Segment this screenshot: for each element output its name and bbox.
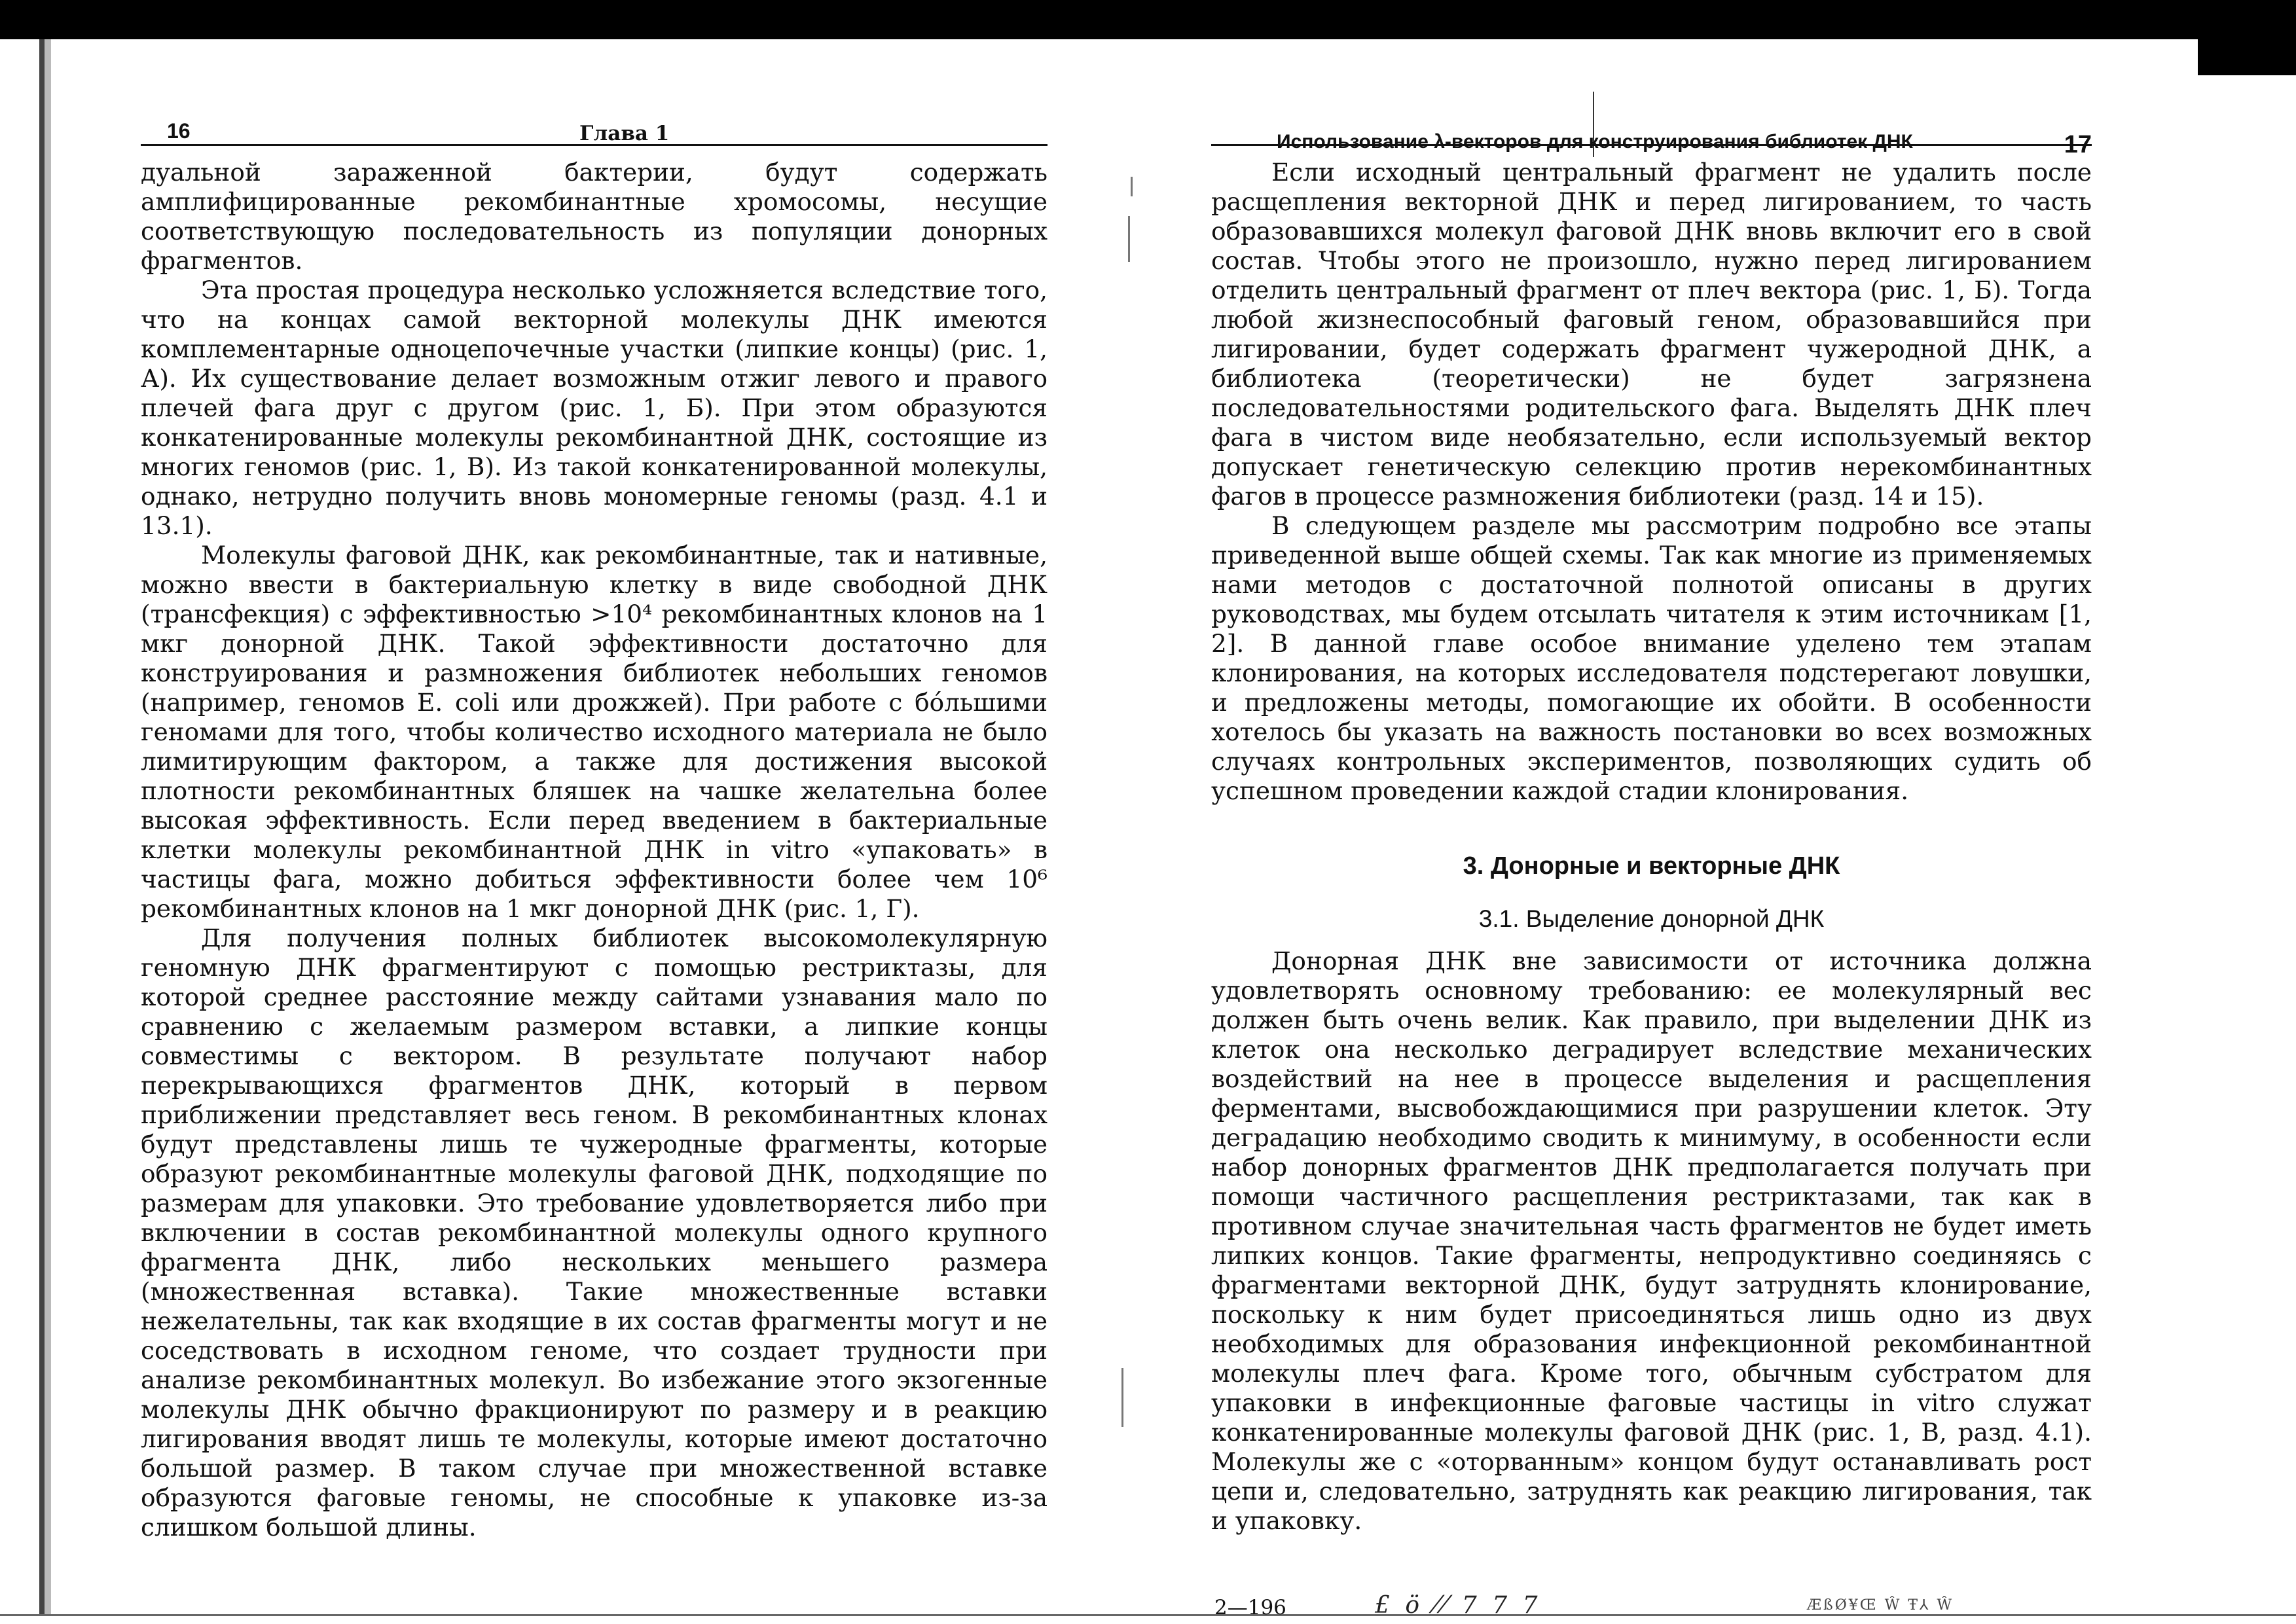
right-page-body (1211, 158, 2092, 1536)
section-heading: 3. Донорные и векторные ДНК (1463, 852, 1840, 880)
library-stamp-faded: ÆßØ¥Œ Ŵ Ŧ⅄ Ŵ (1807, 1597, 1954, 1614)
subsection-heading: 3.1. Выделение донорной ДНК (1478, 905, 1825, 932)
scan-top-border (0, 0, 2296, 39)
right-paragraph-3: Донорная ДНК вне зависимости от источника должна удовлетворять основному требованию: ее молекулярный вес должен быть очень велик. Как правило, при выделении ДНК из клеток она несколько деградирует вследствие механических воздействий на нее в процессе выделения и расщепления ферментами, высвобождающимися при разрушении клеток. Эту деградацию необходимо сводить к минимуму, в особенности если набор донорных фрагментов ДНК предполагается получать при помощи частичного расщепления рестриктазами, так как в противном случае значительная часть фрагментов не будет иметь липких концов. Такие фрагменты, непродуктивно соединяясь с фрагментами векторной ДНК, будут затруднять клонирование, поскольку к ним будет присоединяться лишь одно из двух необходимых для образования инфекционной рекомбинантной молекулы плеч фага. Кроме того, обычным субстратом для упаковки в инфекционные фаговые частицы in vitro служат конкатенированные молекулы фаговой ДНК (рис. 1, В, разд. 4.1). Молекулы же с «оторванным» концом будут останавливать рост цепи и, следовательно, затруднять как реакцию лигирования, так и упаковку. (1211, 947, 2092, 1535)
running-head: Использование λ-векторов для конструирования библиотек ДНК (1277, 131, 1913, 153)
library-stamp: £ ö ⁄⁄ 7 7 7 (1375, 1592, 1542, 1619)
left-paragraph-3: Молекулы фаговой ДНК, как рекомбинантные, так и нативные, можно ввести в бактериальную клетку в виде свободной ДНК (трансфекция) с эффективностью >10⁴ рекомбинантных клонов на 1 мкг донорной ДНК. Такой эффективности достаточно для конструирования и размножения библиотек небольших геномов (например, геномов E. coli или дрожжей). При работе с бóльшими геномами для того, чтобы количество исходного материала не было лимитирующим фактором, а также для достижения высокой плотности рекомбинантных бляшек на чашке желательна более высокая эффективность. Если перед введением в бактериальные клетки молекулы рекомбинантной ДНК in vitro «упаковать» в частицы фага, можно добиться эффективности более чем 10⁶ рекомбинантных клонов на 1 мкг донорной ДНК (рис. 1, Г). (141, 541, 1048, 923)
right-page-number: 17 (2064, 131, 2092, 158)
left-paragraph-4: Для получения полных библиотек высокомолекулярную геномную ДНК фрагментируют с помощью рестриктазы, для которой среднее расстояние между сайтами узнавания мало по сравнению с желаемым размером вставки, а липкие концы совместимы с вектором. В результате получают набор перекрывающихся фрагментов ДНК, который в первом приближении представляет весь геном. В рекомбинантных клонах будут представлены лишь те чужеродные фрагменты, которые образуют рекомбинантные молекулы фаговой ДНК, подходящие по размерам для упаковки. Это требование удовлетворяется либо при включении в состав рекомбинантной молекулы одного крупного фрагмента ДНК, либо нескольких меньшего размера (множественная вставка). Такие множественные вставки нежелательны, так как входящие в их состав фрагменты могут и не соседствовать в исходном геноме, что создает трудности при анализе рекомбинантных молекул. Во избежание этого экзогенные молекулы ДНК обычно фракционируют по размеру и в реакцию лигирования вводят лишь те молекулы, которые имеют достаточно большой размер. В таком случае при множественной вставке образуются фаговые геномы, не способные к упаковке из-за слишком большой длины. (141, 924, 1048, 1542)
right-paragraph-1: Если исходный центральный фрагмент не удалить после расщепления векторной ДНК и перед лигированием, то часть образовавшихся молекул фаговой ДНК вновь включит его в свой состав. Чтобы этого не произошло, нужно перед лигированием отделить центральный фрагмент от плеч вектора (рис. 1, Б). Тогда любой жизнеспособный фаговый геном, образовавшийся при лигировании, будет содержать фрагмент чужеродной ДНК, а библиотека (теоретически) не будет загрязнена последовательностями родительского фага. Выделять ДНК плеч фага в чистом виде необязательно, если используемый вектор допускает генетическую селекцию против нерекомбинантных фагов в процессе размножения библиотеки (разд. 14 и 15). (1211, 158, 2092, 511)
gutter-mark-1 (1131, 177, 1133, 196)
left-page-header (141, 98, 1048, 146)
left-paragraph-2: Эта простая процедура несколько усложняется вследствие того, что на концах самой векторной молекулы ДНК имеются комплементарные одноцепочечные участки (липкие концы) (рис. 1, А). Их существование делает возможным отжиг левого и правого плечей фага друг с другом (рис. 1, Б). При этом образуются конкатенированные молекулы рекомбинантной ДНК, состоящие из многих геномов (рис. 1, В). Из такой конкатенированной молекулы, однако, нетрудно получить вновь мономерные геномы (разд. 4.1 и 13.1). (141, 276, 1048, 540)
left-page-number: 16 (167, 119, 191, 143)
left-page-body (141, 158, 1048, 1542)
signature-mark: 2—196 (1214, 1596, 1286, 1619)
right-page (1211, 98, 2092, 1536)
book-spine-edge (0, 39, 45, 1624)
scan-bottom-edge (0, 1614, 2296, 1624)
scan-corner-shadow (2198, 39, 2296, 75)
right-paragraph-2: В следующем разделе мы рассмотрим подробно все этапы приведенной выше общей схемы. Так как многие из применяемых нами методов с достаточной полнотой описаны в других руководствах, мы будем отсылать читателя к этим источникам [1, 2]. В данной главе особое внимание уделено тем этапам клонирования, на которых исследователя подстерегают ловушки, и предложены методы, помогающие их обойти. В особенности хотелось бы указать на важность постановки во всех возможных случаях контрольных экспериментов, позволяющих судить об успешном проведении каждой стадии клонирования. (1211, 511, 2092, 805)
gutter-mark-2 (1128, 216, 1130, 262)
left-page (141, 98, 1048, 1542)
chapter-title: Глава 1 (579, 122, 670, 145)
right-page-header (1211, 98, 2092, 158)
gutter-mark-3 (1121, 1368, 1123, 1427)
left-paragraph-1: дуальной зараженной бактерии, будут содержать амплифицированные рекомбинантные хромосомы, несущие соответствующую последовательность из популяции донорных фрагментов. (141, 158, 1048, 275)
